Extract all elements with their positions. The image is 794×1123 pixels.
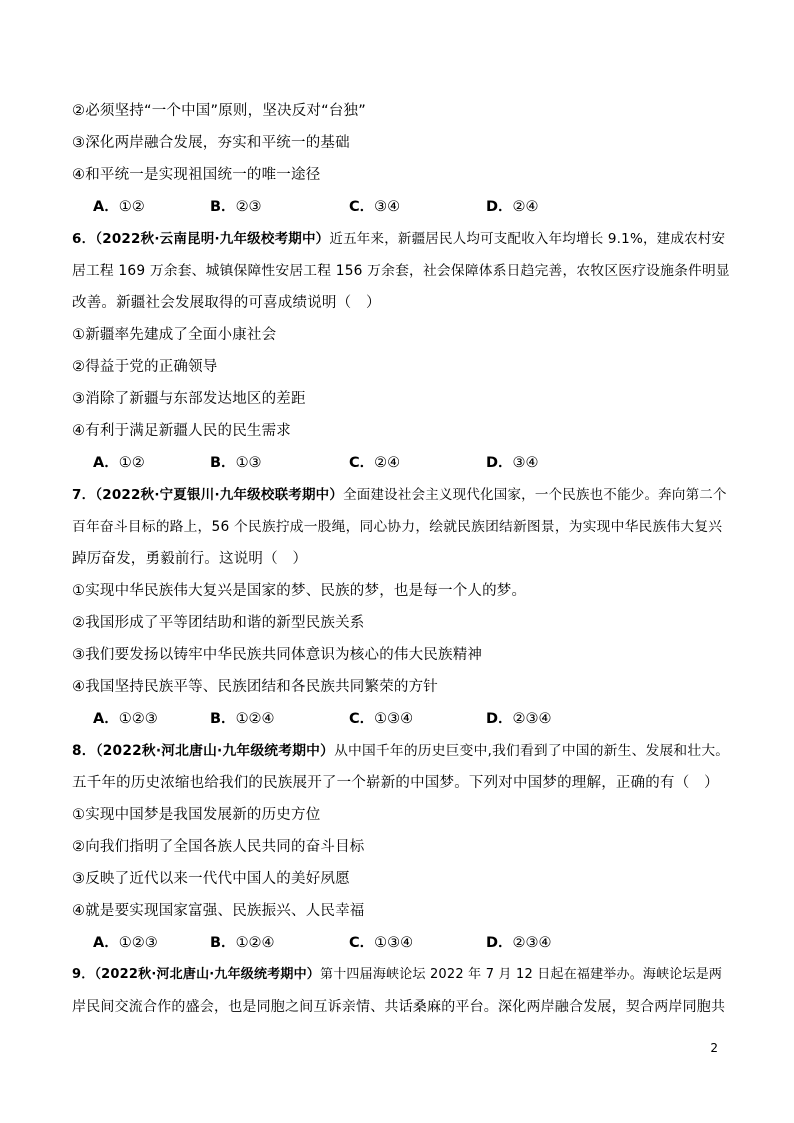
q6-choices: [93, 453, 693, 473]
q7-option-2: ②我国形成了平等团结助和谐的新型民族关系: [72, 615, 365, 631]
q8-option-3: ③反映了近代以来一代代中国人的美好夙愿: [72, 871, 350, 887]
q6-stem-line-3: 改善。新疆社会发展取得的可喜成绩说明（ ）: [72, 295, 381, 311]
q8-option-2: ②向我们指明了全国各族人民共同的奋斗目标: [72, 839, 365, 855]
q7-stem-line-1: 7．（2022秋·宁夏银川·九年级校联考期中）全面建设社会主义现代化国家，一个民族也不能少。奔向第二个: [72, 487, 727, 503]
q6-stem-line-1: 6．（2022秋·云南昆明·九年级校考期中）近五年来，新疆居民人均可支配收入年均增长 9.1%，建成农村安: [72, 231, 726, 247]
q8-option-4: ④就是要实现国家富强、民族振兴、人民幸福: [72, 903, 365, 919]
q7-option-1: ①实现中华民族伟大复兴是国家的梦、民族的梦，也是每一个人的梦。: [72, 583, 527, 599]
q6-stem-line-2: 居工程 169 万余套、城镇保障性安居工程 156 万余套，社会保障体系日趋完善，农牧区医疗设施条件明显: [72, 263, 730, 279]
q8-option-1: ①实现中国梦是我国发展新的历史方位: [72, 807, 321, 823]
choice-d: D．②③④: [486, 711, 552, 727]
q9-stem-line-1: 9．（2022秋·河北唐山·九年级统考期中）第十四届海峡论坛 2022 年 7 月 12 日起在福建举办。海峡论坛是两: [72, 967, 723, 982]
q5-option-2: ②必须坚持“一个中国”原则，坚决反对“台独”: [72, 103, 366, 119]
q5-option-3: ③深化两岸融合发展，夯实和平统一的基础: [72, 135, 350, 151]
choice-d: D．②③④: [486, 935, 552, 951]
choice-a: A．①②③: [93, 935, 158, 951]
choice-b: B．①③: [210, 455, 262, 471]
q7-option-3: ③我们要发扬以铸牢中华民族共同体意识为核心的伟大民族精神: [72, 647, 483, 663]
q8-choices: [93, 933, 693, 953]
choice-d: D．③④: [486, 455, 539, 471]
choice-b: B．②③: [210, 199, 262, 215]
q7-choices: [93, 709, 693, 729]
q8-stem-line-1: 8．（2022秋·河北唐山·九年级统考期中）从中国千年的历史巨变中,我们看到了中国的新生、发展和壮大。: [72, 743, 730, 759]
q6-option-2: ②得益于党的正确领导: [72, 359, 218, 375]
q6-option-1: ①新疆率先建成了全面小康社会: [72, 327, 277, 343]
choice-a: A．①②: [93, 199, 145, 215]
q6-option-3: ③消除了新疆与东部发达地区的差距: [72, 391, 306, 407]
choice-c: C．②④: [349, 455, 401, 471]
q7-stem-line-3: 踔厉奋发，勇毅前行。这说明（ ）: [72, 551, 308, 567]
q6-option-4: ④有利于满足新疆人民的民生需求: [72, 423, 291, 439]
choice-a: A．①②③: [93, 711, 158, 727]
page-number: 2: [710, 1041, 718, 1055]
q9-stem-line-2: 岸民间交流合作的盛会，也是同胞之间互诉亲情、共话桑麻的平台。深化两岸融合发展，契合两岸同胞共: [72, 999, 726, 1015]
q5-choices: [93, 197, 693, 217]
choice-d: D．②④: [486, 199, 539, 215]
q7-option-4: ④我国坚持民族平等、民族团结和各民族共同繁荣的方针: [72, 679, 438, 695]
choice-a: A．①②: [93, 455, 145, 471]
choice-c: C．①③④: [349, 711, 414, 727]
choice-b: B．①②④: [210, 935, 275, 951]
q7-stem-line-2: 百年奋斗目标的路上，56 个民族拧成一股绳，同心协力，绘就民族团结新图景，为实现中华民族伟大复兴: [72, 519, 723, 535]
q5-option-4: ④和平统一是实现祖国统一的唯一途径: [72, 167, 321, 183]
choice-b: B．①②④: [210, 711, 275, 727]
q8-stem-line-2: 五千年的历史浓缩也给我们的民族展开了一个崭新的中国梦。下列对中国梦的理解，正确的有（ ）: [72, 775, 719, 791]
choice-c: C．③④: [349, 199, 401, 215]
choice-c: C．①③④: [349, 935, 414, 951]
